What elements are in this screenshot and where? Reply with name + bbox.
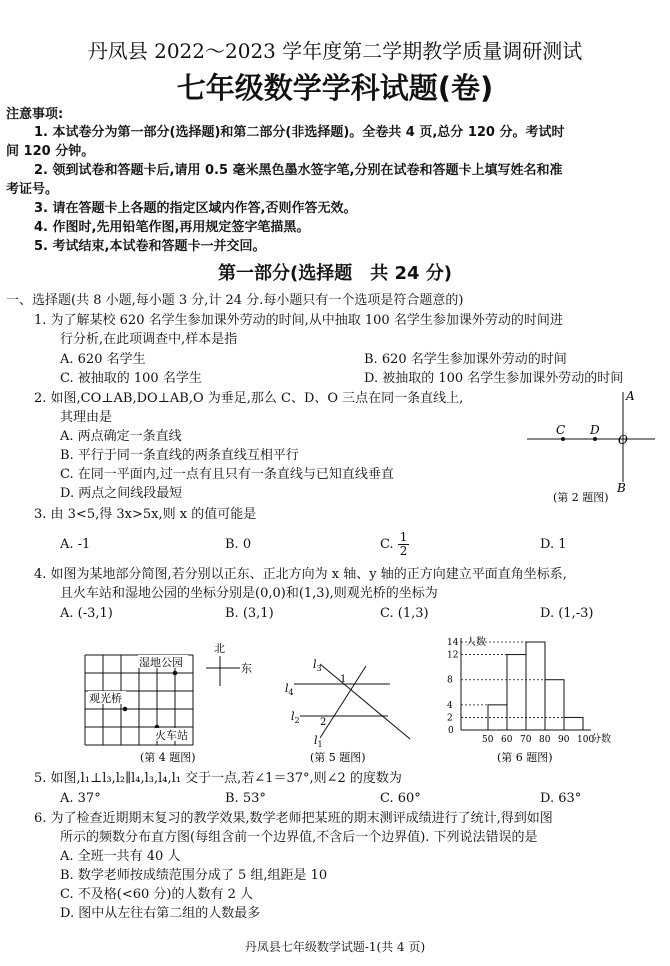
q5-option-c[interactable]: C. 60° <box>380 791 421 806</box>
x-tick-labels <box>482 735 594 745</box>
q3-option-c-prefix: C. <box>380 537 394 552</box>
q3-option-b[interactable]: B. 0 <box>225 537 252 552</box>
label-c: C <box>556 423 566 437</box>
bridge-point <box>123 707 128 712</box>
y-tick-label: 4 <box>447 700 453 711</box>
q3-option-a[interactable]: A. -1 <box>60 537 91 552</box>
x-tick-label: 60 <box>501 735 513 745</box>
label-l1: $l_1$ <box>314 734 323 749</box>
q4-option-b[interactable]: B. (3,1) <box>225 606 274 621</box>
q1-option-c[interactable]: C. 被抽取的 100 名学生 <box>60 371 202 386</box>
histogram-bar <box>507 655 526 730</box>
q5-option-d[interactable]: D. 63° <box>540 791 582 806</box>
q4-figure-caption: (第 4 题图) <box>140 751 196 764</box>
section-title: 一、选择题(共 8 小题,每小题 3 分,计 24 分.每小题只有一个选项是符合题意的) <box>6 293 464 308</box>
q3-option-c-fraction <box>398 531 410 558</box>
q6-stem-1: 6. 为了检查近期期末复习的教学效果,数学老师把某班的期末测评成绩进行了统计,得到如图 <box>34 811 553 826</box>
y-tick-labels <box>447 638 459 723</box>
q6-option-b[interactable]: B. 数学老师按成绩范围分成了 5 组,组距是 10 <box>60 868 328 883</box>
q2-figure <box>515 386 665 504</box>
x-tick-label: 70 <box>520 735 532 745</box>
q5-figure <box>280 654 430 766</box>
label-b: B <box>617 481 626 495</box>
q2-option-d[interactable]: D. 两点之间线段最短 <box>60 486 183 501</box>
y-tick-label: 12 <box>447 650 459 661</box>
exam-header-title: 丹凤县 2022～2023 学年度第二学期教学质量调研测试 <box>87 39 583 63</box>
label-a: A <box>626 389 635 403</box>
q1-stem-1: 1. 为了解某校 620 名学生参加课外劳动的时间,从中抽取 100 名学生参加课外劳动的时间进 <box>34 313 563 328</box>
q5-option-a[interactable]: A. 37° <box>60 791 101 806</box>
q6-option-d[interactable]: D. 图中从左往右第二组的人数最多 <box>60 906 261 921</box>
q2-option-a[interactable]: A. 两点确定一条直线 <box>60 429 182 444</box>
angle-1-label: 1 <box>340 674 347 685</box>
y-tick-label: 8 <box>447 675 453 686</box>
notice-line-5: 5. 考试结束,本试卷和答题卡一并交回。 <box>34 239 266 254</box>
q2-figure-caption: (第 2 题图) <box>553 491 609 504</box>
park-point <box>173 671 178 676</box>
q3-stem: 3. 由 3<5,得 3x>5x,则 x 的值可能是 <box>34 507 257 522</box>
east-label: 东 <box>241 662 252 675</box>
q2-option-c[interactable]: C. 在同一平面内,过一点有且只有一条直线与已知直线垂直 <box>60 467 394 482</box>
x-tick-label: 100 <box>577 735 595 745</box>
label-l3: $l_3$ <box>313 658 322 673</box>
label-l2: $l_2$ <box>291 710 300 725</box>
q6-stem-2: 所示的频数分布直方图(每组含前一个边界值,不含后一个边界值). 下列说法错误的是 <box>60 830 538 845</box>
q3-fraction-denominator: 2 <box>399 544 408 558</box>
x-axis-label: 分数 <box>591 734 611 745</box>
notice-line-3: 3. 请在答题卡上各题的指定区域内作答,否则作答无效。 <box>34 201 357 216</box>
q5-stem: 5. 如图,l₁⊥l₃,l₂∥l₄,l₃,l₄,l₁ 交于一点,若∠1＝37°,则∠2 的度数为 <box>34 771 402 786</box>
q6-histogram <box>445 634 620 768</box>
origin-label: 0 <box>448 726 454 736</box>
q4-stem-1: 4. 如图为某地部分简图,若分别以正东、正北方向为 x 轴、y 轴的正方向建立平面直角坐标系, <box>34 567 567 582</box>
q2-stem-1: 2. 如图,CO⊥AB,DO⊥AB,O 为垂足,那么 C、D、O 三点在同一条直线上, <box>34 391 464 406</box>
q4-option-c[interactable]: C. (1,3) <box>380 606 429 621</box>
q5-figure-caption: (第 5 题图) <box>310 751 366 764</box>
station-label: 火车站 <box>155 729 188 742</box>
x-tick-label: 80 <box>539 735 551 745</box>
bridge-label: 观光桥 <box>89 692 122 705</box>
q1-option-a[interactable]: A. 620 名学生 <box>60 352 146 367</box>
y-tick-label: 2 <box>447 713 453 724</box>
q5-option-b[interactable]: B. 53° <box>225 791 266 806</box>
histogram-bar <box>526 642 545 730</box>
north-label: 北 <box>214 642 225 655</box>
q4-option-a[interactable]: A. (-3,1) <box>60 606 113 621</box>
x-tick-label: 90 <box>558 735 570 745</box>
point-d <box>593 437 597 441</box>
x-tick-label: 50 <box>482 735 494 745</box>
q4-stem-2: 且火车站和湿地公园的坐标分别是(0,0)和(1,3),则观光桥的坐标为 <box>60 586 438 601</box>
y-axis-label: 人数 <box>466 637 486 648</box>
histogram-bar <box>545 680 564 730</box>
notice-line-2a: 2. 领到试卷和答题卡后,请用 0.5 毫米黑色墨水签字笔,分别在试卷和答题卡上填写姓名和准 <box>34 163 563 178</box>
notice-line-1a: 1. 本试卷分为第一部分(选择题)和第二部分(非选择题)。全卷共 4 页,总分 120 分。考试时 <box>34 125 565 140</box>
q6-option-a[interactable]: A. 全班一共有 40 人 <box>60 849 181 864</box>
label-o: O <box>618 433 628 447</box>
part-one-title: 第一部分(选择题 共 24 分) <box>217 263 453 284</box>
notice-line-2b: 考证号。 <box>6 182 59 197</box>
q1-stem-2: 行分析,在此项调查中,样本是指 <box>60 332 238 347</box>
y-tick-label: 14 <box>447 638 459 648</box>
label-d: D <box>590 423 600 437</box>
exam-subject-title: 七年级数学学科试题(卷) <box>176 71 494 105</box>
notice-line-4: 4. 作图时,先用铅笔作图,再用规定签字笔描黑。 <box>34 220 310 235</box>
q4-option-d[interactable]: D. (1,-3) <box>540 606 594 621</box>
q1-option-b[interactable]: B. 620 名学生参加课外劳动的时间 <box>364 352 567 367</box>
q2-option-b[interactable]: B. 平行于同一条直线的两条直线互相平行 <box>60 448 299 463</box>
q1-option-d[interactable]: D. 被抽取的 100 名学生参加课外劳动的时间 <box>364 371 624 386</box>
q2-stem-2: 其理由是 <box>60 410 113 425</box>
q3-option-d[interactable]: D. 1 <box>540 537 567 552</box>
q3-option-c[interactable] <box>380 528 409 562</box>
q3-fraction-numerator: 1 <box>399 530 408 544</box>
q6-option-c[interactable]: C. 不及格(<60 分)的人数有 2 人 <box>60 887 253 902</box>
notice-line-1b: 间 120 分钟。 <box>6 144 95 159</box>
q6-figure-caption: (第 6 题图) <box>497 751 553 764</box>
point-c <box>561 437 565 441</box>
label-l4: $l_4$ <box>285 682 294 697</box>
notice-heading: 注意事项: <box>6 107 64 122</box>
histogram-bar <box>564 717 583 730</box>
angle-2-label: 2 <box>320 717 327 728</box>
park-label: 湿地公园 <box>139 656 183 669</box>
page-footer: 丹凤县七年级数学试题-1(共 4 页) <box>244 940 426 954</box>
q4-figure <box>80 638 270 766</box>
histogram-bars <box>461 642 583 730</box>
line-l3 <box>320 664 410 739</box>
